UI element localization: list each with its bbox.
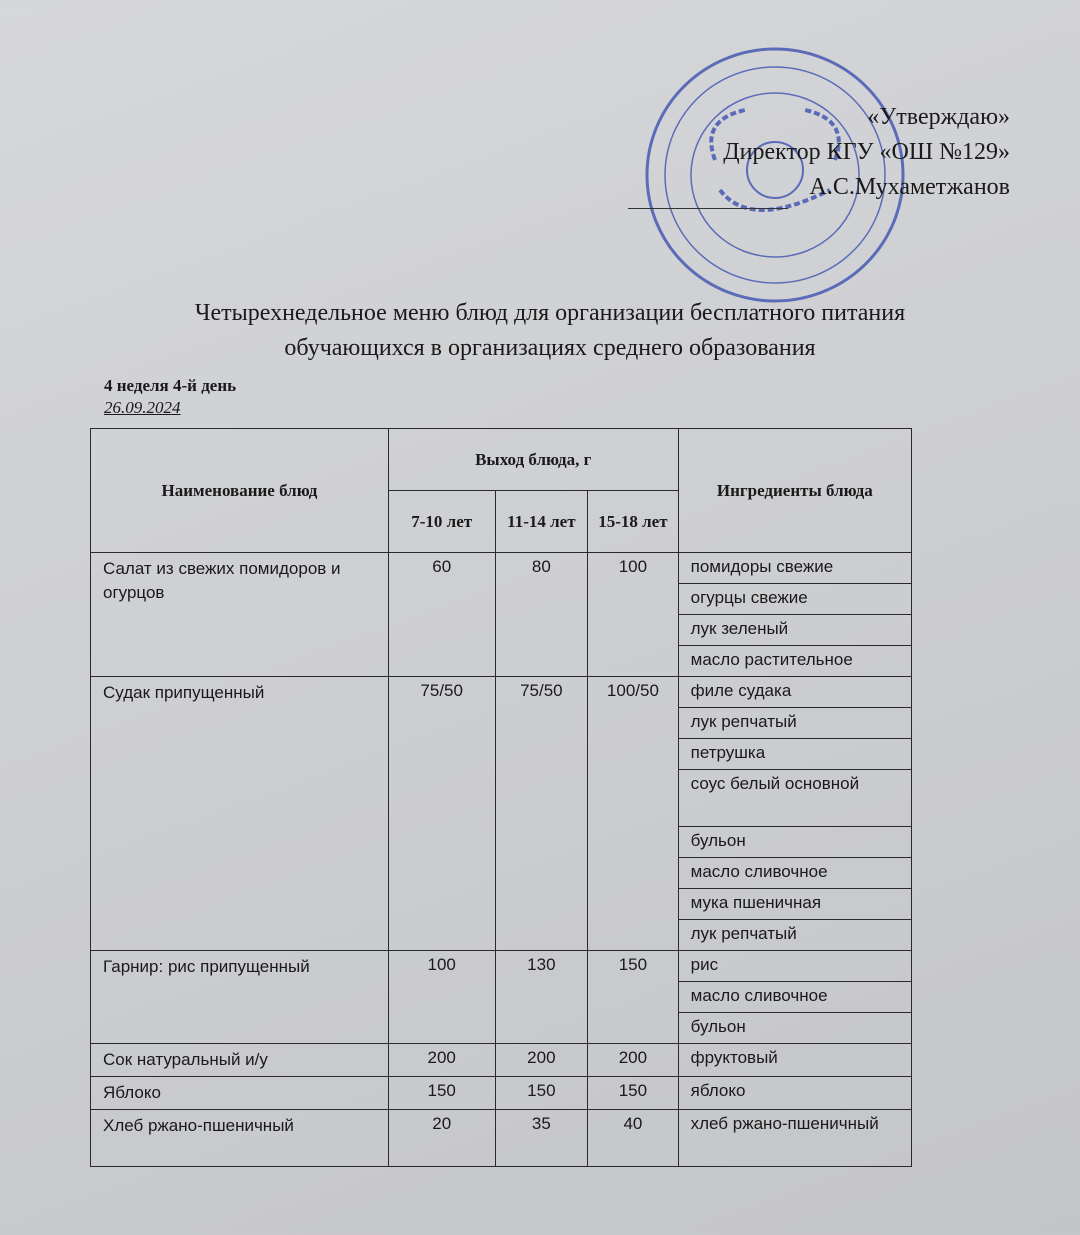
header-dish-name: Наименование блюд [91, 429, 389, 553]
ingredient: мука пшеничная [679, 889, 911, 920]
dish-name: Яблоко [91, 1077, 389, 1110]
output-15-18: 200 [588, 1044, 678, 1077]
ingredient: лук зеленый [679, 615, 911, 646]
ingredient: лук репчатый [679, 708, 911, 739]
header-age-7-10: 7-10 лет [388, 491, 495, 553]
approval-block [723, 100, 1010, 205]
dish-name: Гарнир: рис припущенный [91, 951, 389, 1044]
dish-name: Хлеб ржано-пшеничный [91, 1110, 389, 1167]
ingredient: помидоры свежие [679, 553, 911, 584]
dish-name: Салат из свежих помидоров и огурцов [91, 553, 389, 677]
table-row [91, 1044, 912, 1077]
ingredients-cell [678, 677, 911, 951]
output-11-14: 130 [495, 951, 588, 1044]
header-age-15-18: 15-18 лет [588, 491, 678, 553]
week-day-label: 4 неделя 4-й день [104, 376, 237, 395]
ingredient: масло сливочное [679, 982, 911, 1013]
title-line-1: Четырехнедельное меню блюд для организации бесплатного питания [194, 300, 906, 326]
ingredients-cell [678, 951, 911, 1044]
ingredient: соус белый основной [679, 770, 911, 827]
table-row [91, 951, 912, 1044]
ingredient: рис [679, 951, 911, 982]
menu-table [90, 428, 912, 1167]
title-line-2: обучающихся в организациях среднего образования [284, 335, 816, 361]
ingredient: огурцы свежие [679, 584, 911, 615]
output-7-10: 75/50 [388, 677, 495, 951]
output-7-10: 20 [388, 1110, 495, 1167]
output-7-10: 200 [388, 1044, 495, 1077]
dish-name: Судак припущенный [91, 677, 389, 951]
output-15-18: 100/50 [588, 677, 678, 951]
ingredients-cell [678, 553, 911, 677]
table-row [91, 677, 912, 951]
table-row [91, 1110, 912, 1167]
output-7-10: 60 [388, 553, 495, 677]
ingredient: бульон [679, 827, 911, 858]
header-output: Выход блюда, г [388, 429, 678, 491]
approval-signatory: А.С.Мухаметжанов [809, 174, 1010, 200]
table-row [91, 1077, 912, 1110]
ingredient: масло растительное [690, 650, 853, 669]
document-title [0, 296, 1080, 366]
ingredient: бульон [690, 1017, 746, 1036]
approval-position: Директор КГУ «ОШ №129» [723, 139, 1010, 165]
ingredient: яблоко [690, 1081, 746, 1100]
ingredient: петрушка [679, 739, 911, 770]
approval-heading: «Утверждаю» [867, 104, 1010, 130]
output-15-18: 150 [588, 1077, 678, 1110]
output-15-18: 150 [588, 951, 678, 1044]
table-row [91, 553, 912, 677]
output-11-14: 200 [495, 1044, 588, 1077]
output-15-18: 100 [588, 553, 678, 677]
ingredient: лук репчатый [690, 924, 797, 943]
ingredients-cell [678, 1044, 911, 1077]
ingredients-cell [678, 1110, 911, 1167]
ingredient: хлеб ржано-пшеничный [690, 1114, 879, 1133]
output-7-10: 100 [388, 951, 495, 1044]
ingredients-cell [678, 1077, 911, 1110]
menu-date: 26.09.2024 [104, 398, 181, 417]
output-11-14: 80 [495, 553, 588, 677]
ingredient: фруктовый [690, 1048, 778, 1067]
header-ingredients: Ингредиенты блюда [678, 429, 911, 553]
output-15-18: 40 [588, 1110, 678, 1167]
ingredient: филе судака [679, 677, 911, 708]
output-11-14: 35 [495, 1110, 588, 1167]
header-age-11-14: 11-14 лет [495, 491, 588, 553]
output-11-14: 150 [495, 1077, 588, 1110]
ingredient: масло сливочное [679, 858, 911, 889]
output-7-10: 150 [388, 1077, 495, 1110]
output-11-14: 75/50 [495, 677, 588, 951]
signature-line [628, 208, 788, 209]
dish-name: Сок натуральный и/у [91, 1044, 389, 1077]
